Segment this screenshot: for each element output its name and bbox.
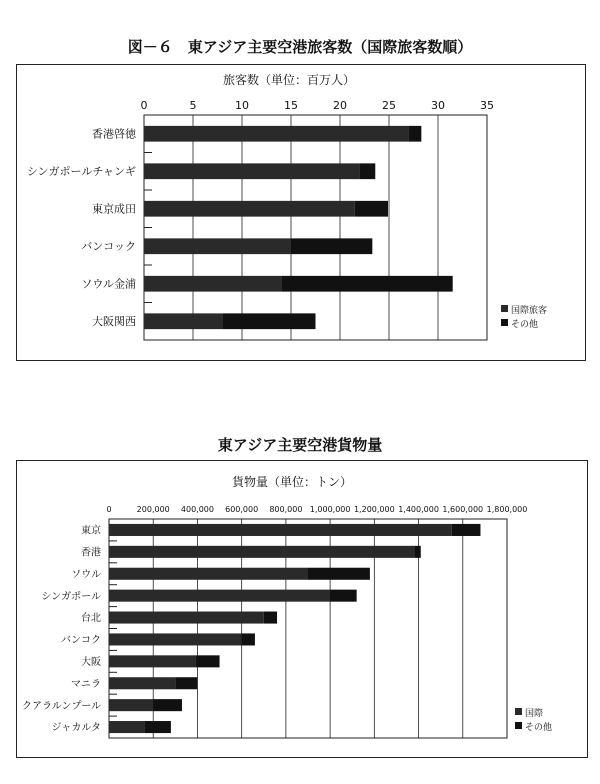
bar-segment <box>109 655 195 667</box>
legend-swatch <box>501 319 508 326</box>
category-label: 東京成田 <box>92 202 136 216</box>
bar-segment <box>330 590 357 602</box>
bar-segment <box>109 568 308 580</box>
category-label: バンコック <box>81 240 136 254</box>
bar-segment <box>264 612 277 624</box>
bar-segment <box>109 677 175 689</box>
chart-title: 貨物量（単位：トン） <box>231 475 353 489</box>
bar-segment <box>242 633 255 645</box>
bar-segment <box>144 163 360 179</box>
legend-label: その他 <box>511 320 539 330</box>
category-label: 台北 <box>81 613 101 625</box>
x-tick-label: 15 <box>284 99 298 112</box>
category-label: 香港 <box>81 547 101 559</box>
bar-segment <box>109 590 330 602</box>
bar-segment <box>109 612 264 624</box>
figure-title-passengers: 図－６ 東アジア主要空港旅客数（国際旅客数順） <box>127 38 473 56</box>
legend-swatch <box>515 708 522 715</box>
category-label: 大阪関西 <box>92 315 136 329</box>
legend-swatch <box>515 722 522 729</box>
x-tick-label: 0 <box>140 99 148 112</box>
category-label: 大阪 <box>81 656 101 668</box>
category-label: ジャカルタ <box>51 722 101 734</box>
passenger-chart <box>17 65 585 360</box>
legend-swatch <box>501 305 508 312</box>
x-tick-label: 1,800,000 <box>486 505 528 514</box>
x-tick-label: 35 <box>480 99 494 112</box>
legend-label: その他 <box>525 723 553 733</box>
legend-label: 国際旅客 <box>511 306 548 316</box>
cargo-chart-panel <box>16 460 588 758</box>
bar-segment <box>109 633 242 645</box>
x-tick-label: 10 <box>235 99 249 112</box>
bar-segment <box>109 546 414 558</box>
x-tick-label: 1,000,000 <box>309 505 351 514</box>
plot-frame <box>144 115 487 340</box>
cargo-chart <box>17 461 587 757</box>
chart-title: 旅客数（単位：百万人） <box>222 73 356 87</box>
x-tick-label: 400,000 <box>180 505 214 514</box>
bar-segment <box>109 699 153 711</box>
figure-title-cargo: 東アジア主要空港貨物量 <box>217 436 383 454</box>
bar-segment <box>144 126 409 142</box>
bar-segment <box>409 126 422 142</box>
bar-segment <box>308 568 370 580</box>
x-tick-label: 25 <box>382 99 396 112</box>
x-tick-label: 1,600,000 <box>442 505 484 514</box>
bar-segment <box>144 313 222 329</box>
category-label: 東京 <box>81 525 101 537</box>
bar-segment <box>144 201 355 217</box>
category-label: ソウル金浦 <box>81 277 136 291</box>
category-label: 香港啓徳 <box>92 127 136 141</box>
category-label: マニラ <box>71 678 101 690</box>
bar-segment <box>144 276 281 292</box>
x-tick-label: 30 <box>431 99 445 112</box>
bar-segment <box>175 677 197 689</box>
category-label: クアラルンプール <box>22 700 101 712</box>
bar-segment <box>414 546 421 558</box>
x-tick-label: 800,000 <box>269 505 303 514</box>
category-label: シンガポールチャンギ <box>26 165 136 179</box>
bar-segment <box>109 721 144 733</box>
passenger-chart-panel <box>16 64 586 361</box>
x-tick-label: 5 <box>189 99 197 112</box>
x-tick-label: 0 <box>106 505 112 514</box>
category-label: バンコク <box>61 635 101 647</box>
x-tick-label: 200,000 <box>136 505 170 514</box>
x-tick-label: 1,400,000 <box>398 505 439 514</box>
category-label: ソウル <box>71 569 101 581</box>
x-tick-label: 20 <box>333 99 347 112</box>
x-tick-label: 1,200,000 <box>353 505 395 514</box>
bar-segment <box>291 238 372 254</box>
bar-segment <box>153 699 182 711</box>
bar-segment <box>144 238 291 254</box>
x-tick-label: 600,000 <box>225 505 259 514</box>
legend-label: 国際 <box>525 709 544 719</box>
category-label: シンガポール <box>41 591 101 603</box>
bar-segment <box>355 201 388 217</box>
bar-segment <box>452 524 481 536</box>
bar-segment <box>360 163 376 179</box>
bar-segment <box>281 276 453 292</box>
bar-segment <box>222 313 315 329</box>
bar-segment <box>109 524 452 536</box>
bar-segment <box>144 721 171 733</box>
bar-segment <box>195 655 219 667</box>
